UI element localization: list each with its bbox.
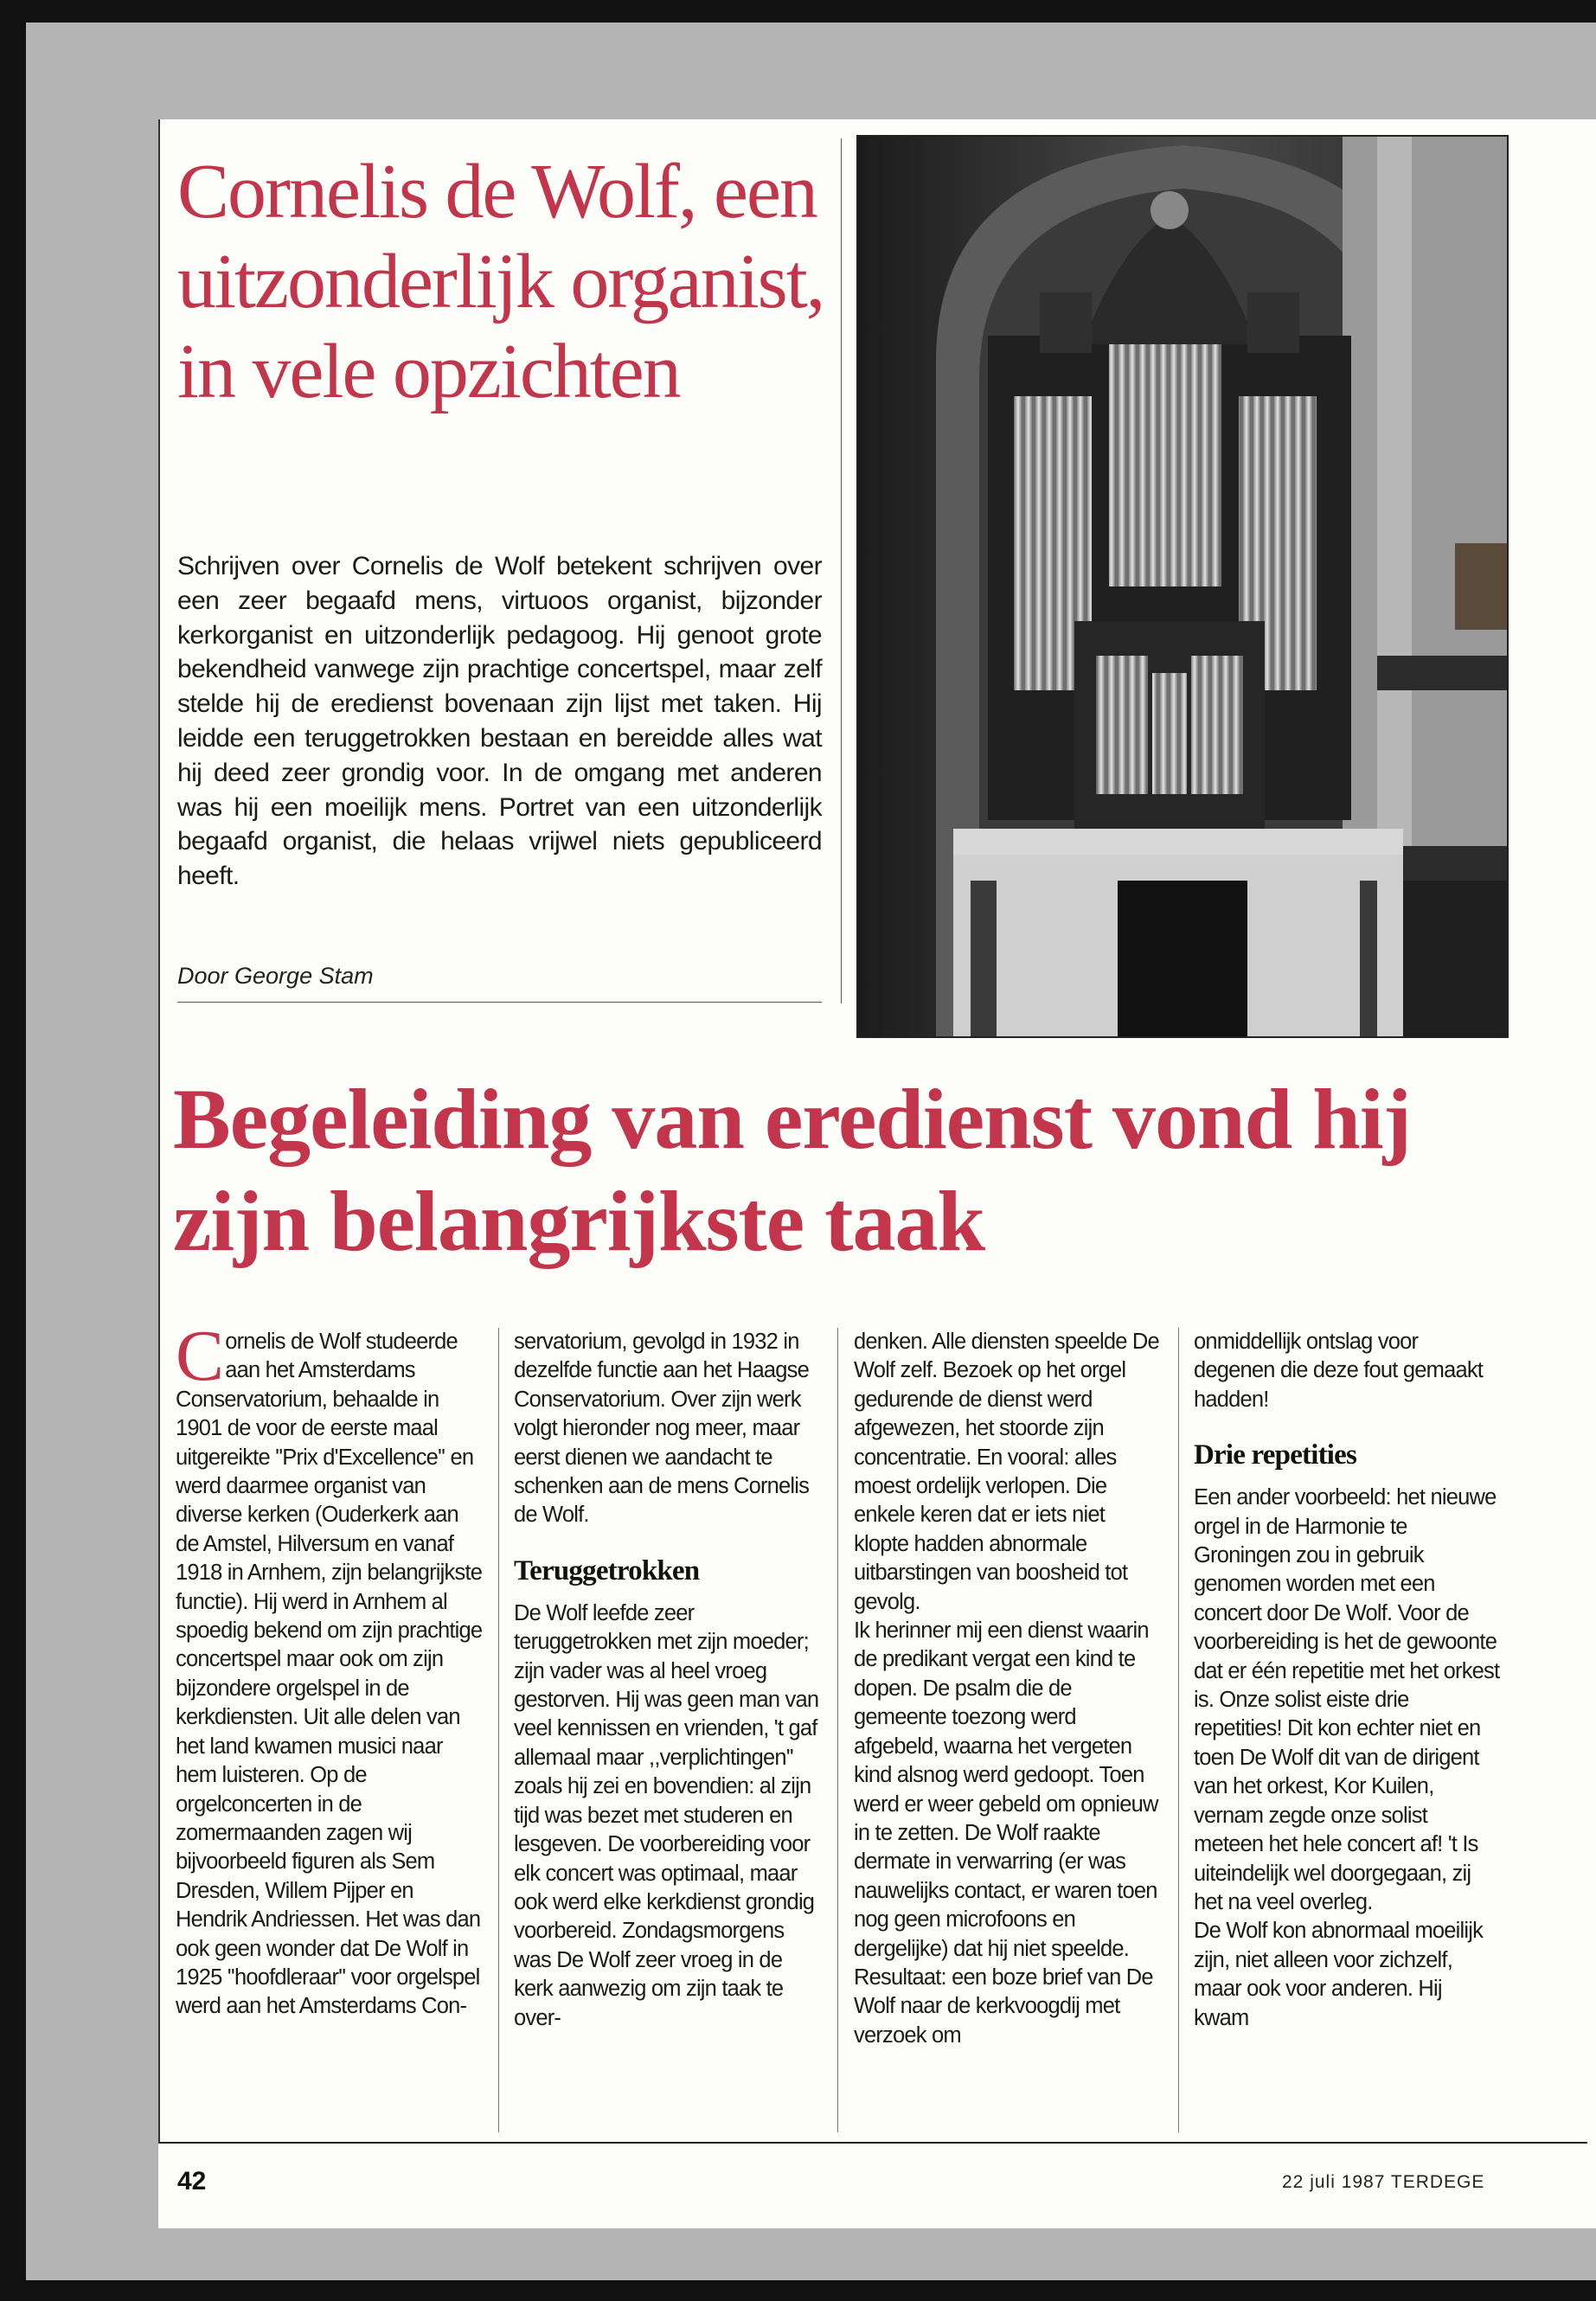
article-byline: Door George Stam: [177, 963, 374, 989]
drop-cap: C: [176, 1328, 224, 1396]
page-left-border: [158, 119, 160, 2142]
body-column-4: [1194, 1328, 1501, 2132]
body-column-1: [176, 1328, 483, 2132]
column-divider: [498, 1328, 499, 2132]
body-paragraph: Ik herinner mij een dienst waarin de predikant vergat een kind te dopen. De psalm die de gemeente toezong werd afgebeld, waarna het vergeten kind alsnog werd gedoopt. Toen werd er weer gebeld om opnieuw in te zetten. De Wolf raakte dermate in verwarring (er was nauwelijks contact, er waren toen nog geen microfoons en dergelijke) dat hij niet speelde. Resultaat: een boze brief van De Wolf naar de kerkvoogdij met verzoek om: [854, 1618, 1158, 2048]
body-paragraph: onmiddellijk ontslag voor degenen die deze fout gemaakt hadden!: [1194, 1330, 1484, 1412]
body-paragraph: De Wolf kon abnormaal moeilijk zijn, niet alleen voor zichzelf, maar ook voor anderen. Hij kwam: [1194, 1919, 1484, 2030]
subheading-teruggetrokken: Teruggetrokken: [514, 1554, 700, 1586]
issue-date-magazine: 22 juli 1987 TERDEGE: [1282, 2172, 1485, 2192]
body-column-2: [514, 1328, 821, 2132]
header-divider: [841, 138, 842, 1003]
article-headline: Begeleiding van eredienst vond hij zijn belangrijkste taak: [173, 1071, 1411, 1269]
article-title: Cornelis de Wolf, een uitzonderlijk organist, in vele opzichten: [177, 149, 824, 414]
subheading-drie-repetities: Drie repetities: [1194, 1439, 1357, 1471]
page-number: 42: [177, 2167, 207, 2195]
column-divider: [1178, 1328, 1179, 2132]
body-column-3: [854, 1328, 1161, 2132]
organ-photo: [856, 135, 1509, 1038]
body-paragraph: De Wolf leefde zeer teruggetrokken met zijn moeder; zijn vader was al heel vroeg gestorven. Hij was geen man van veel kennissen en vrienden, 't gaf allemaal maar ,,verplichtingen'' zoals hij zei en bovendien: al zijn tijd was bezet met studeren en lesgeven. De voorbereiding voor elk concert was optimaal, maar ook werd elke kerkdienst grondig voorbereid. Zondagsmorgens was De Wolf zeer vroeg in de kerk aanwezig om zijn taak te over-: [514, 1600, 819, 2030]
body-paragraph: Een ander voorbeeld: het nieuwe orgel in de Harmonie te Groningen zou in gebruik genomen worden met een concert door De Wolf. Voor de voorbereiding is het de gewoonte dat er één repetitie met het orkest is. Onze solist eiste drie repetities! Dit kon echter niet en toen De Wolf dit van de dirigent van het orkest, Kor Kuilen, vernam zegde onze solist meteen het hele concert af! 't Is uiteindelijk wel doorgegaan, zij het na veel overleg.: [1194, 1485, 1500, 1914]
body-paragraph: servatorium, gevolgd in 1932 in dezelfde functie aan het Haagse Conservatorium. Over zijn werk volgt hieronder nog meer, maar eerst dienen we aandacht te schenken aan de mens Cornelis de Wolf.: [514, 1330, 810, 1528]
organ-illustration: [858, 137, 1507, 1036]
body-paragraph: denken. Alle diensten speelde De Wolf zelf. Bezoek op het orgel gedurende de dienst werd afgewezen, het stoorde zijn concentratie. En vooral: alles moest ordelijk verlopen. Die enkele keren dat er iets niet klopte hadden abnormale uitbarstingen van boosheid tot gevolg.: [854, 1330, 1159, 1614]
byline-divider: [177, 1002, 822, 1003]
body-text: ornelis de Wolf studeerde aan het Amsterdams Conservatorium, behaalde in 1901 de voor de eerste maal uitgereikte ''Prix d'Excellence'' en werd daarmee organist van diverse kerken (Ouderkerk aan de Amstel, Hilversum en vanaf 1918 in Arnhem, zijn belangrijkste functie). Hij werd in Arnhem al spoedig bekend om zijn prachtige concertspel maar ook om zijn bijzondere orgelspel in de kerkdiensten. Uit alle delen van het land kwamen musici naar hem luisteren. Op de orgelconcerten in de zomermaanden zagen wij bijvoorbeeld figuren als Sem Dresden, Willem Pijper en Hendrik Andriessen. Het was dan ook geen wonder dat De Wolf in 1925 ''hoofdleraar'' voor orgelspel werd aan het Amsterdams Con-: [176, 1330, 483, 2019]
body-paragraph: [176, 1328, 483, 2022]
column-divider: [837, 1328, 838, 2132]
article-intro: Schrijven over Cornelis de Wolf betekent schrijven over een zeer begaafd mens, virtuoos organist, bijzonder kerkorganist en uitzonderlijk pedagoog. Hij genoot grote bekendheid vanwege zijn prachtige concertspel, maar zelf stelde hij de eredienst bovenaan zijn lijst met taken. Hij leidde een teruggetrokken bestaan en bereidde alles wat hij deed zeer grondig voor. In de omgang met anderen was hij een moeilijk mens. Portret van een uitzonderlijk begaafd organist, die helaas vrijwel niets gepubliceerd heeft.: [177, 552, 822, 891]
page-bottom-rule: [158, 2142, 1587, 2144]
